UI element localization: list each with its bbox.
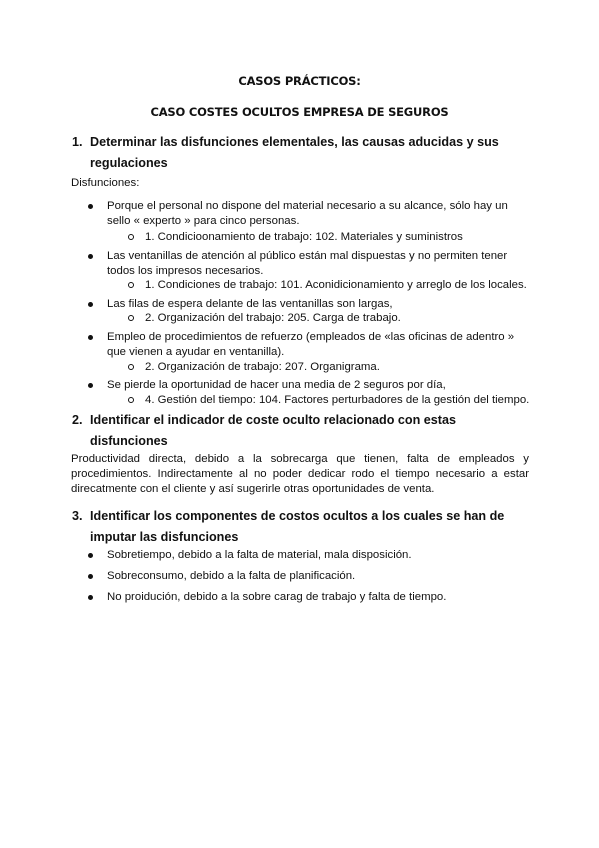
- section-1-heading-text: Determinar las disfunciones elementales, las causas aducidas y sus regulaciones: [90, 135, 499, 170]
- bullet-icon: [88, 335, 93, 340]
- list-item: [107, 590, 532, 605]
- list-item: [107, 378, 532, 393]
- sub-list-item-text: 4. Gestión del tiempo: 104. Factores perturbadores de la gestión del tiempo.: [145, 394, 530, 406]
- list-item-text: Las filas de espera delante de las ventanillas son largas,: [107, 298, 393, 310]
- sub-list-item: [145, 278, 545, 293]
- list-item: [107, 548, 532, 563]
- sub-list-item: [145, 230, 545, 245]
- list-item-text: Sobretiempo, debido a la falta de material, mala disposición.: [107, 549, 412, 561]
- list-item: [107, 297, 532, 312]
- hollow-bullet-icon: [128, 397, 134, 403]
- list-item-text: Empleo de procedimientos de refuerzo (empleados de «las oficinas de adentro » que vienen a ayudar en ventanilla).: [107, 331, 515, 358]
- sub-list-item: [145, 311, 545, 326]
- bullet-icon: [88, 553, 93, 558]
- document-title: CASOS PRÁCTICOS:: [238, 74, 361, 88]
- list-item-text: Porque el personal no dispone del material necesario a su alcance, sólo hay un sello « experto » para cinco personas.: [107, 200, 508, 227]
- bullet-icon: [88, 574, 93, 579]
- bullet-icon: [88, 595, 93, 600]
- section-3-number: 3.: [72, 509, 83, 523]
- dysfunctions-label: Disfunciones:: [71, 177, 140, 189]
- list-item: [107, 249, 532, 279]
- sub-list-item-text: 1. Condiciones de trabajo: 101. Aconidicionamiento y arreglo de los locales.: [145, 279, 527, 291]
- list-item-text: No proidución, debido a la sobre carag de trabajo y falta de tiempo.: [107, 591, 447, 603]
- list-item: [107, 569, 532, 584]
- document-subtitle: CASO COSTES OCULTOS EMPRESA DE SEGUROS: [150, 105, 449, 119]
- section-1-heading: [72, 132, 530, 174]
- sub-list-item: [145, 393, 545, 408]
- section-3-heading-text: Identificar los componentes de costos ocultos a los cuales se han de imputar las disfunciones: [90, 509, 505, 544]
- bullet-icon: [88, 302, 93, 307]
- list-item: [107, 199, 532, 229]
- list-item-text: Sobreconsumo, debido a la falta de planificación.: [107, 570, 356, 582]
- sub-list-item: [145, 360, 545, 375]
- hollow-bullet-icon: [128, 364, 134, 370]
- bullet-icon: [88, 383, 93, 388]
- sub-list-item-text: 2. Organización del trabajo: 205. Carga de trabajo.: [145, 312, 401, 324]
- section-2-heading: [72, 410, 530, 452]
- section-3-heading: [72, 506, 530, 548]
- hollow-bullet-icon: [128, 315, 134, 321]
- sub-list-item-text: 1. Condicioonamiento de trabajo: 102. Materiales y suministros: [145, 231, 463, 243]
- list-item-text: Se pierde la oportunidad de hacer una media de 2 seguros por día,: [107, 379, 446, 391]
- section-1-number: 1.: [72, 135, 83, 149]
- bullet-icon: [88, 254, 93, 259]
- hollow-bullet-icon: [128, 234, 134, 240]
- section-2-paragraph: Productividad directa, debido a la sobrecarga que tienen, falta de empleados y procedimientos. Indirectamente al no poder dedicar rodo el tiempo necesario a estar direcatmente con el cliente y así sugerirle otras oportunidades de venta.: [71, 453, 529, 495]
- list-item-text: Las ventanillas de atención al público están mal dispuestas y no permiten tener todos los impresos necesarios.: [107, 250, 508, 277]
- hollow-bullet-icon: [128, 282, 134, 288]
- section-2-heading-text: Identificar el indicador de coste oculto relacionado con estas disfunciones: [90, 413, 457, 448]
- section-2-number: 2.: [72, 413, 83, 427]
- bullet-icon: [88, 204, 93, 209]
- sub-list-item-text: 2. Organización de trabajo: 207. Organigrama.: [145, 361, 380, 373]
- list-item: [107, 330, 532, 360]
